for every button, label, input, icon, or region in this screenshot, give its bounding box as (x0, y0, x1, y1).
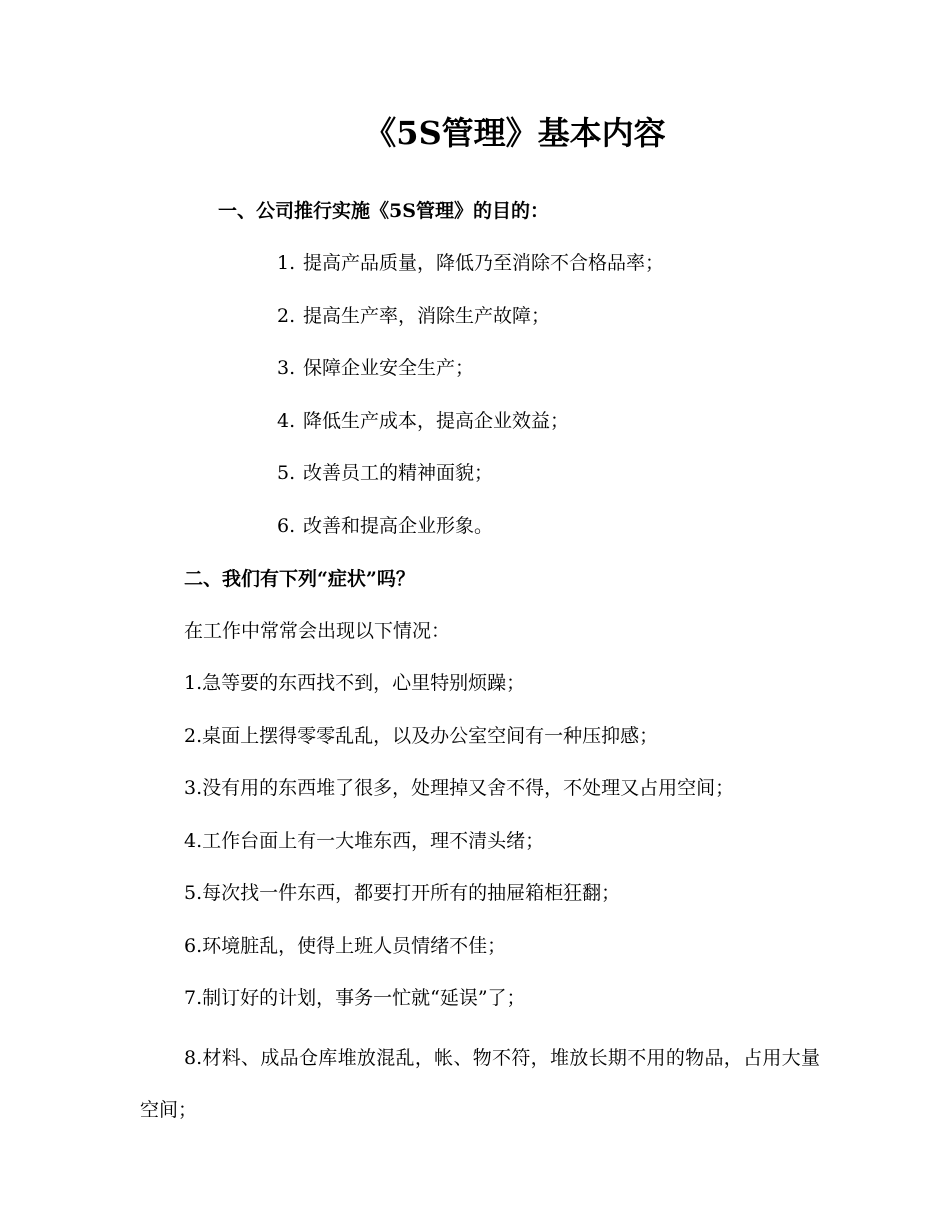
purpose-list (277, 248, 664, 563)
list-item: 6.环境脏乱，使得上班人员情绪不佳； (184, 934, 507, 957)
list-item: 7.制订好的计划，事务一忙就“延误”了； (184, 987, 526, 1009)
list-number: 5. (277, 462, 296, 484)
list-text: 降低生产成本，提高企业效益； (303, 409, 570, 432)
list-item: 5.每次找一件东西，都要打开所有的抽屉箱柜狂翻； (184, 882, 621, 904)
list-text: 改善和提高企业形象。 (303, 514, 494, 537)
list-number: 3. (277, 357, 296, 379)
list-item (277, 458, 664, 511)
symptom-item-8-paragraph: 8.材料、成品仓库堆放混乱，帐、物不符，堆放长期不用的物品，占用大量空间； (140, 1047, 820, 1121)
list-number: 6. (277, 514, 296, 537)
list-item (277, 248, 664, 301)
list-item: 2.桌面上摆得零零乱乱，以及办公室空间有一种压抑感； (184, 724, 659, 747)
symptoms-list (184, 668, 734, 1036)
list-text: 保障企业安全生产； (303, 357, 475, 379)
list-text: 改善员工的精神面貌； (303, 462, 494, 484)
list-number: 4. (277, 409, 296, 432)
list-text: 提高生产率，消除生产故障； (303, 304, 551, 327)
list-item (277, 301, 664, 354)
symptoms-intro: 在工作中常常会出现以下情况： (184, 620, 451, 642)
list-item (277, 353, 664, 406)
list-item: 1.急等要的东西找不到，心里特别烦躁； (184, 672, 526, 694)
list-item: 4.工作台面上有一大堆东西，理不清头绪； (184, 829, 545, 852)
list-number: 1. (277, 252, 296, 274)
section-heading-symptoms: 二、我们有下列“症状”吗？ (184, 568, 415, 590)
list-text: 提高产品质量，降低乃至消除不合格品率； (303, 252, 665, 274)
list-item: 3.没有用的东西堆了很多，处理掉又舍不得，不处理又占用空间； (184, 777, 735, 799)
list-number: 2. (277, 304, 296, 327)
list-item (277, 406, 664, 459)
section-heading-purpose: 一、公司推行实施《5S管理》的目的： (218, 200, 549, 222)
list-item (277, 511, 664, 564)
document-title: 《5S管理》基本内容 (364, 114, 666, 152)
